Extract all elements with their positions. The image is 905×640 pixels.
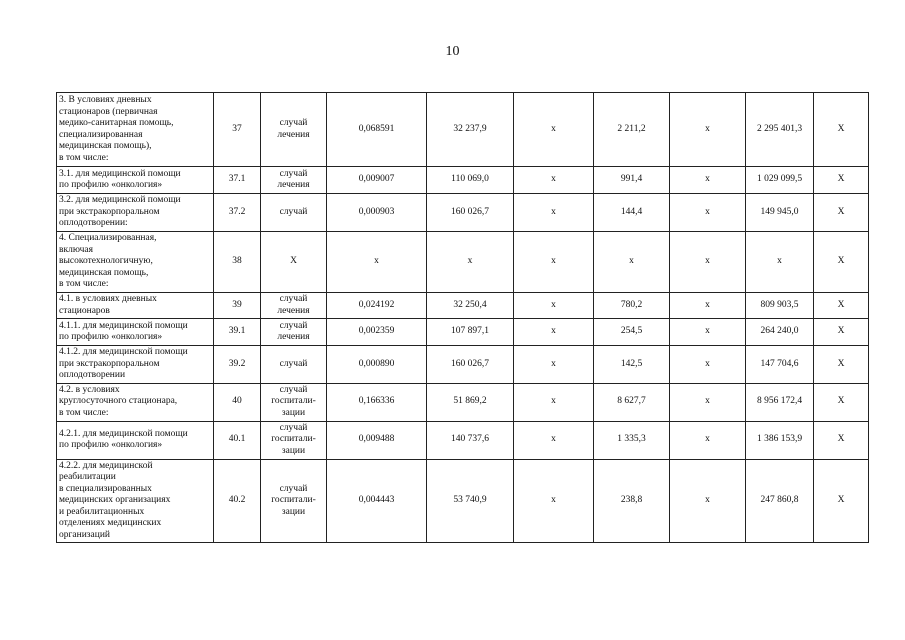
unit-cell: случай госпитали- зации bbox=[261, 459, 327, 543]
volume-cell: 144,4 bbox=[594, 194, 670, 232]
cost-cell: 160 026,7 bbox=[427, 346, 514, 384]
col-x3-cell: X bbox=[814, 346, 869, 384]
row-name-cell: 4.1.2. для медицинской помощи при экстракорпоральном оплодотворении bbox=[57, 346, 214, 384]
col-x1-cell: x bbox=[514, 93, 594, 167]
table-row bbox=[57, 93, 869, 167]
col-x3-cell: X bbox=[814, 232, 869, 293]
table-row bbox=[57, 167, 869, 194]
col-x1-cell: x bbox=[514, 167, 594, 194]
table-row bbox=[57, 421, 869, 459]
unit-cell: случай bbox=[261, 194, 327, 232]
table-row bbox=[57, 194, 869, 232]
sum-cell: 1 029 099,5 bbox=[746, 167, 814, 194]
cost-cell: 107 897,1 bbox=[427, 319, 514, 346]
code-cell: 37.2 bbox=[214, 194, 261, 232]
col-x3-cell: X bbox=[814, 383, 869, 421]
cost-cell: x bbox=[427, 232, 514, 293]
col-x2-cell: x bbox=[670, 93, 746, 167]
cost-cell: 140 737,6 bbox=[427, 421, 514, 459]
table-row bbox=[57, 232, 869, 293]
col-x3-cell: X bbox=[814, 194, 869, 232]
code-cell: 40 bbox=[214, 383, 261, 421]
col-x3-cell: X bbox=[814, 93, 869, 167]
norm-cell: 0,068591 bbox=[327, 93, 427, 167]
row-name-cell: 3.1. для медицинской помощи по профилю «онкология» bbox=[57, 167, 214, 194]
sum-cell: 8 956 172,4 bbox=[746, 383, 814, 421]
code-cell: 40.2 bbox=[214, 459, 261, 543]
cost-cell: 51 869,2 bbox=[427, 383, 514, 421]
cost-cell: 53 740,9 bbox=[427, 459, 514, 543]
row-name-cell: 4.2.1. для медицинской помощи по профилю «онкология» bbox=[57, 421, 214, 459]
table-row bbox=[57, 319, 869, 346]
col-x2-cell: x bbox=[670, 167, 746, 194]
col-x2-cell: x bbox=[670, 421, 746, 459]
code-cell: 39.1 bbox=[214, 319, 261, 346]
col-x2-cell: x bbox=[670, 346, 746, 384]
unit-cell: случай лечения bbox=[261, 319, 327, 346]
row-name-cell: 4.1. в условиях дневных стационаров bbox=[57, 293, 214, 319]
norm-cell: 0,009488 bbox=[327, 421, 427, 459]
col-x1-cell: x bbox=[514, 319, 594, 346]
col-x1-cell: x bbox=[514, 421, 594, 459]
row-name-cell: 4.2.2. для медицинской реабилитации в специализированных медицинских организациях и реабилитационных отделениях медицинских организаций bbox=[57, 459, 214, 543]
norm-cell: x bbox=[327, 232, 427, 293]
norm-cell: 0,004443 bbox=[327, 459, 427, 543]
code-cell: 38 bbox=[214, 232, 261, 293]
unit-cell: случай bbox=[261, 346, 327, 384]
row-name-cell: 4.1.1. для медицинской помощи по профилю «онкология» bbox=[57, 319, 214, 346]
code-cell: 40.1 bbox=[214, 421, 261, 459]
code-cell: 39 bbox=[214, 293, 261, 319]
col-x3-cell: X bbox=[814, 167, 869, 194]
col-x1-cell: x bbox=[514, 293, 594, 319]
volume-cell: 780,2 bbox=[594, 293, 670, 319]
tariff-table bbox=[56, 92, 869, 543]
col-x3-cell: X bbox=[814, 459, 869, 543]
col-x3-cell: X bbox=[814, 421, 869, 459]
norm-cell: 0,002359 bbox=[327, 319, 427, 346]
col-x1-cell: x bbox=[514, 194, 594, 232]
sum-cell: 247 860,8 bbox=[746, 459, 814, 543]
sum-cell: 149 945,0 bbox=[746, 194, 814, 232]
col-x2-cell: x bbox=[670, 319, 746, 346]
page-number: 10 bbox=[445, 44, 460, 59]
cost-cell: 110 069,0 bbox=[427, 167, 514, 194]
row-name-cell: 3.2. для медицинской помощи при экстракорпоральном оплодотворении: bbox=[57, 194, 214, 232]
sum-cell: 2 295 401,3 bbox=[746, 93, 814, 167]
row-name-cell: 3. В условиях дневных стационаров (первичная медико-санитарная помощь, специализированная медицинская помощь), в том числе: bbox=[57, 93, 214, 167]
col-x3-cell: X bbox=[814, 319, 869, 346]
col-x2-cell: x bbox=[670, 232, 746, 293]
sum-cell: 264 240,0 bbox=[746, 319, 814, 346]
cost-cell: 32 250,4 bbox=[427, 293, 514, 319]
table-row bbox=[57, 346, 869, 384]
norm-cell: 0,009007 bbox=[327, 167, 427, 194]
volume-cell: 8 627,7 bbox=[594, 383, 670, 421]
norm-cell: 0,000890 bbox=[327, 346, 427, 384]
unit-cell: случай госпитали- зации bbox=[261, 421, 327, 459]
table-row bbox=[57, 459, 869, 543]
col-x2-cell: x bbox=[670, 383, 746, 421]
sum-cell: 809 903,5 bbox=[746, 293, 814, 319]
col-x1-cell: x bbox=[514, 459, 594, 543]
col-x3-cell: X bbox=[814, 293, 869, 319]
volume-cell: 254,5 bbox=[594, 319, 670, 346]
row-name-cell: 4. Специализированная, включая высокотехнологичную, медицинская помощь, в том числе: bbox=[57, 232, 214, 293]
volume-cell: 238,8 bbox=[594, 459, 670, 543]
col-x1-cell: x bbox=[514, 383, 594, 421]
norm-cell: 0,166336 bbox=[327, 383, 427, 421]
volume-cell: 2 211,2 bbox=[594, 93, 670, 167]
unit-cell: X bbox=[261, 232, 327, 293]
col-x2-cell: x bbox=[670, 293, 746, 319]
code-cell: 39.2 bbox=[214, 346, 261, 384]
volume-cell: x bbox=[594, 232, 670, 293]
table-row bbox=[57, 383, 869, 421]
unit-cell: случай лечения bbox=[261, 93, 327, 167]
cost-cell: 32 237,9 bbox=[427, 93, 514, 167]
cost-cell: 160 026,7 bbox=[427, 194, 514, 232]
row-name-cell: 4.2. в условиях круглосуточного стационара, в том числе: bbox=[57, 383, 214, 421]
norm-cell: 0,024192 bbox=[327, 293, 427, 319]
volume-cell: 991,4 bbox=[594, 167, 670, 194]
volume-cell: 142,5 bbox=[594, 346, 670, 384]
sum-cell: 1 386 153,9 bbox=[746, 421, 814, 459]
code-cell: 37 bbox=[214, 93, 261, 167]
unit-cell: случай госпитали- зации bbox=[261, 383, 327, 421]
code-cell: 37.1 bbox=[214, 167, 261, 194]
col-x1-cell: x bbox=[514, 232, 594, 293]
sum-cell: x bbox=[746, 232, 814, 293]
unit-cell: случай лечения bbox=[261, 293, 327, 319]
volume-cell: 1 335,3 bbox=[594, 421, 670, 459]
col-x2-cell: x bbox=[670, 459, 746, 543]
unit-cell: случай лечения bbox=[261, 167, 327, 194]
norm-cell: 0,000903 bbox=[327, 194, 427, 232]
table-row bbox=[57, 293, 869, 319]
sum-cell: 147 704,6 bbox=[746, 346, 814, 384]
col-x1-cell: x bbox=[514, 346, 594, 384]
col-x2-cell: x bbox=[670, 194, 746, 232]
